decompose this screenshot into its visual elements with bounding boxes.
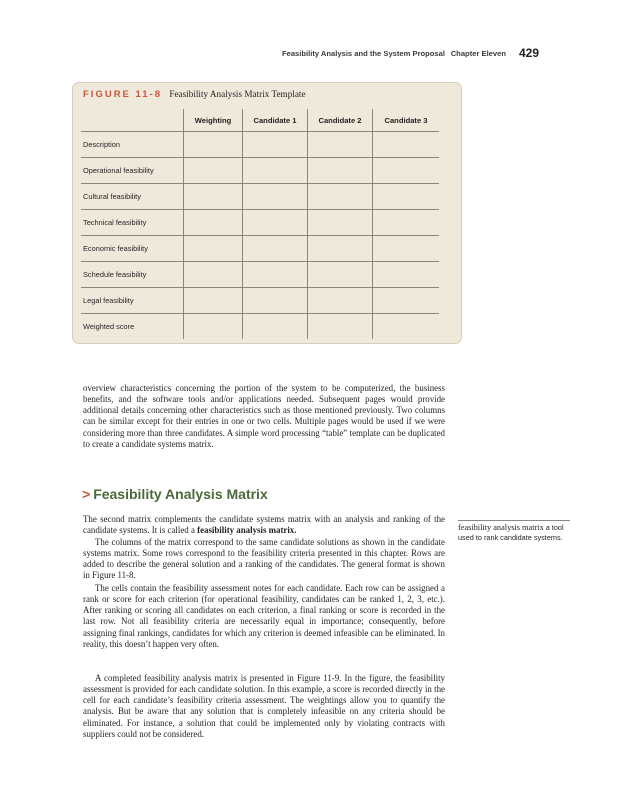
table-cell	[184, 158, 243, 184]
table-cell	[308, 184, 373, 210]
row-label-weighted-score: Weighted score	[83, 322, 135, 331]
table-cell	[308, 158, 373, 184]
table-row	[81, 158, 439, 184]
table-cell	[373, 158, 440, 184]
table-row	[81, 262, 439, 288]
section-heading	[82, 486, 452, 502]
body-paragraph-continued: overview characteristics concerning the portion of the system to be computerized, the business benefits, and the software tools and/or applications needed. Subsequent pages would provide additional details concerning other characteristics such as those mentioned previously. Two columns can be similar except for their entries in one or two cells. Multiple pages would be used if we were considering more than three candidates. A simple word processing “table” template can be duplicated to create a candidate systems matrix.	[83, 383, 445, 449]
section-marker-icon: >	[82, 486, 91, 502]
row-label-operational-feasibility: Operational feasibility	[81, 158, 184, 184]
table-cell	[243, 288, 308, 314]
table-cell	[373, 236, 440, 262]
table-cell	[243, 314, 308, 340]
table-cell	[243, 184, 308, 210]
table-cell	[373, 184, 440, 210]
feasibility-matrix-table	[81, 109, 439, 339]
row-label-schedule-feasibility: Schedule feasibility	[81, 262, 184, 288]
body-paragraph-intro	[83, 514, 445, 536]
page-number: 429	[518, 46, 539, 60]
table-cell	[184, 210, 243, 236]
table-cell	[373, 262, 440, 288]
table-cell	[184, 314, 243, 340]
column-header-candidate-2: Candidate 2	[308, 109, 373, 132]
table-cell	[308, 236, 373, 262]
table-cell	[184, 132, 243, 158]
table-cell	[308, 262, 373, 288]
table-cell	[308, 314, 373, 340]
column-header-candidate-3: Candidate 3	[373, 109, 440, 132]
running-head-chapter: Chapter Eleven	[450, 49, 506, 58]
table-corner-cell	[81, 109, 184, 132]
row-label-description: Description	[81, 132, 184, 158]
table-row	[81, 210, 439, 236]
table-row	[81, 236, 439, 262]
row-label-legal-feasibility: Legal feasibility	[81, 288, 184, 314]
figure-number: FIGURE 11-8	[83, 89, 163, 100]
section-heading-text: Feasibility Analysis Matrix	[93, 486, 268, 502]
table-cell	[243, 158, 308, 184]
figure-caption	[83, 89, 306, 100]
table-cell	[308, 288, 373, 314]
body-paragraph: A completed feasibility analysis matrix is presented in Figure 11-9. In the figure, the feasibility assessment is provided for each candidate solution. In this example, a score is recorded directly in the cell for each candidate’s feasibility criteria assessment. The weightings allow you to quantify the analysis. But be aware that any solution that is completely infeasible on any criteria should be eliminated. For instance, a solution that could be implemented only by violating contracts with suppliers could not be considered.	[83, 673, 445, 739]
margin-note-term: feasibility analysis matrix	[458, 523, 544, 532]
figure-11-8	[72, 82, 462, 344]
table-row	[81, 132, 439, 158]
table-cell	[243, 210, 308, 236]
row-label-economic-feasibility: Economic feasibility	[81, 236, 184, 262]
table-cell	[184, 184, 243, 210]
paragraph-text: The second matrix complements the candidate systems matrix with an analysis and ranking of the candidate systems. It is called a	[83, 514, 445, 536]
row-label-cultural-feasibility: Cultural feasibility	[81, 184, 184, 210]
running-head-title: Feasibility Analysis and the System Proposal	[281, 49, 445, 58]
table-cell	[308, 132, 373, 158]
body-paragraph: The cells contain the feasibility assessment notes for each candidate. Each row can be assigned a rank or score for each criterion (for operational feasibility, candidates can be ranked 1, 2, 3, etc.). After ranking or scoring all candidates on each criterion, a final ranking or score is recorded in the last row. Not all feasibility criteria are necessarily equal in importance; consequently, before assigning final rankings, candidates for which any criterion is deemed infeasible can be eliminated. In reality, this doesn’t happen very often.	[83, 583, 445, 649]
figure-title: Feasibility Analysis Matrix Template	[169, 89, 306, 99]
margin-note-rule	[458, 520, 570, 521]
margin-note	[458, 523, 572, 542]
row-label-technical-feasibility: Technical feasibility	[81, 210, 184, 236]
table-cell	[373, 210, 440, 236]
table-cell	[184, 262, 243, 288]
column-header-candidate-1: Candidate 1	[243, 109, 308, 132]
table-cell	[184, 236, 243, 262]
table-cell	[308, 210, 373, 236]
table-row	[81, 288, 439, 314]
table-cell	[243, 236, 308, 262]
margin-note-definition: a tool used to rank candidate systems.	[458, 523, 564, 542]
table-row	[81, 184, 439, 210]
table-row	[81, 314, 439, 340]
table-cell	[373, 314, 440, 340]
table-cell	[184, 288, 243, 314]
body-paragraph: The columns of the matrix correspond to the same candidate solutions as shown in the candidate systems matrix. Some rows correspond to the feasibility criteria presented in this chapter. Rows are added to describe the general solution and a ranking of the candidates. The general format is shown in Figure 11-8.	[83, 537, 445, 581]
table-cell	[243, 262, 308, 288]
column-header-weighting: Weighting	[184, 109, 243, 132]
defined-term: feasibility analysis matrix.	[197, 525, 297, 536]
table-cell	[373, 132, 440, 158]
table-cell	[373, 288, 440, 314]
running-head	[0, 46, 619, 66]
table-cell	[243, 132, 308, 158]
table-header-row	[81, 109, 439, 132]
